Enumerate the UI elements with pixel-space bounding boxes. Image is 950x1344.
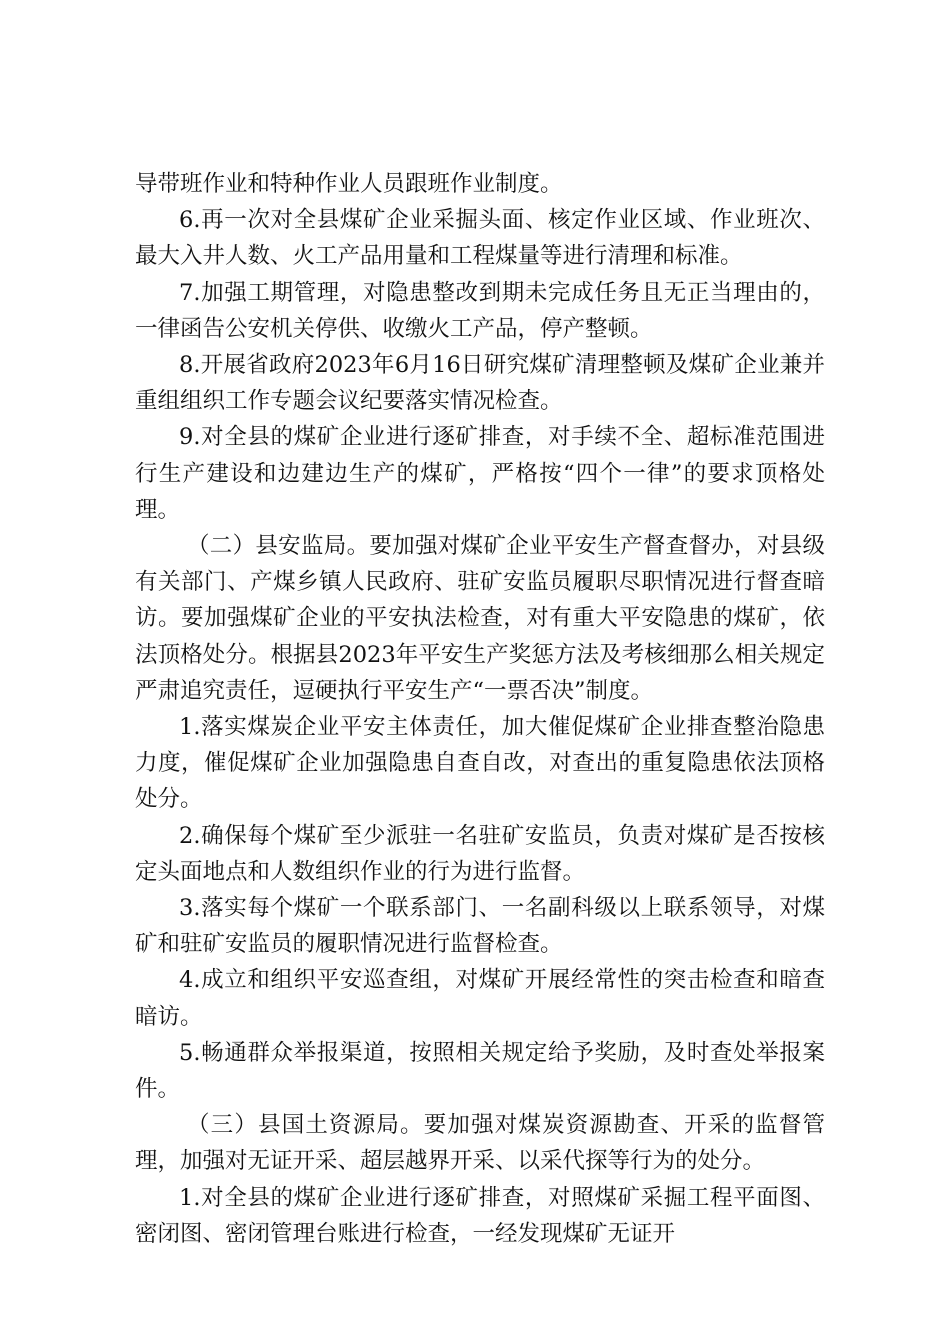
document-body — [135, 166, 825, 1252]
paragraph-land-item-1: 1.对全县的煤矿企业进行逐矿排查，对照煤矿采掘工程平面图、密闭图、密闭管理台账进行检查，一经发现煤矿无证开 — [135, 1184, 825, 1247]
paragraph-safety-item-3: 3.落实每个煤矿一个联系部门、一名副科级以上联系领导，对煤矿和驻矿安监员的履职情况进行监督检查。 — [135, 895, 825, 958]
section-heading-land-resources-bureau: （三）县国土资源局。要加强对煤炭资源勘查、开采的监督管理，加强对无证开采、超层越界开采、以采代探等行为的处分。 — [135, 1112, 825, 1175]
paragraph-item-6: 6.再一次对全县煤矿企业采掘头面、核定作业区域、作业班次、最大入井人数、火工产品用量和工程煤量等进行清理和标准。 — [135, 207, 825, 270]
paragraph-item-9: 9.对全县的煤矿企业进行逐矿排查，对手续不全、超标准范围进行生产建设和边建边生产的煤矿，严格按“四个一律”的要求顶格处理。 — [135, 424, 825, 523]
section-heading-safety-bureau: （二）县安监局。要加强对煤矿企业平安生产督查督办，对县级有关部门、产煤乡镇人民政府、驻矿安监员履职尽职情况进行督查暗访。要加强煤矿企业的平安执法检查，对有重大平安隐患的煤矿，依法顶格处分。根据县2023年平安生产奖惩方法及考核细那么相关规定严肃追究责任，逗硬执行平安生产“一票否决”制度。 — [135, 533, 825, 704]
paragraph-item-8: 8.开展省政府2023年6月16日研究煤矿清理整顿及煤矿企业兼并重组组织工作专题会议纪要落实情况检查。 — [135, 352, 825, 415]
paragraph-continuation: 导带班作业和特种作业人员跟班作业制度。 — [135, 171, 563, 197]
paragraph-item-7: 7.加强工期管理，对隐患整改到期未完成任务且无正当理由的，一律函告公安机关停供、收缴火工产品，停产整顿。 — [135, 279, 825, 342]
paragraph-safety-item-4: 4.成立和组织平安巡查组，对煤矿开展经常性的突击检查和暗查暗访。 — [135, 967, 825, 1030]
paragraph-safety-item-1: 1.落实煤炭企业平安主体责任，加大催促煤矿企业排查整治隐患力度，催促煤矿企业加强隐患自查自改，对查出的重复隐患依法顶格处分。 — [135, 714, 825, 813]
paragraph-safety-item-2: 2.确保每个煤矿至少派驻一名驻矿安监员，负责对煤矿是否按核定头面地点和人数组织作业的行为进行监督。 — [135, 822, 825, 885]
paragraph-safety-item-5: 5.畅通群众举报渠道，按照相关规定给予奖励，及时查处举报案件。 — [135, 1039, 825, 1103]
